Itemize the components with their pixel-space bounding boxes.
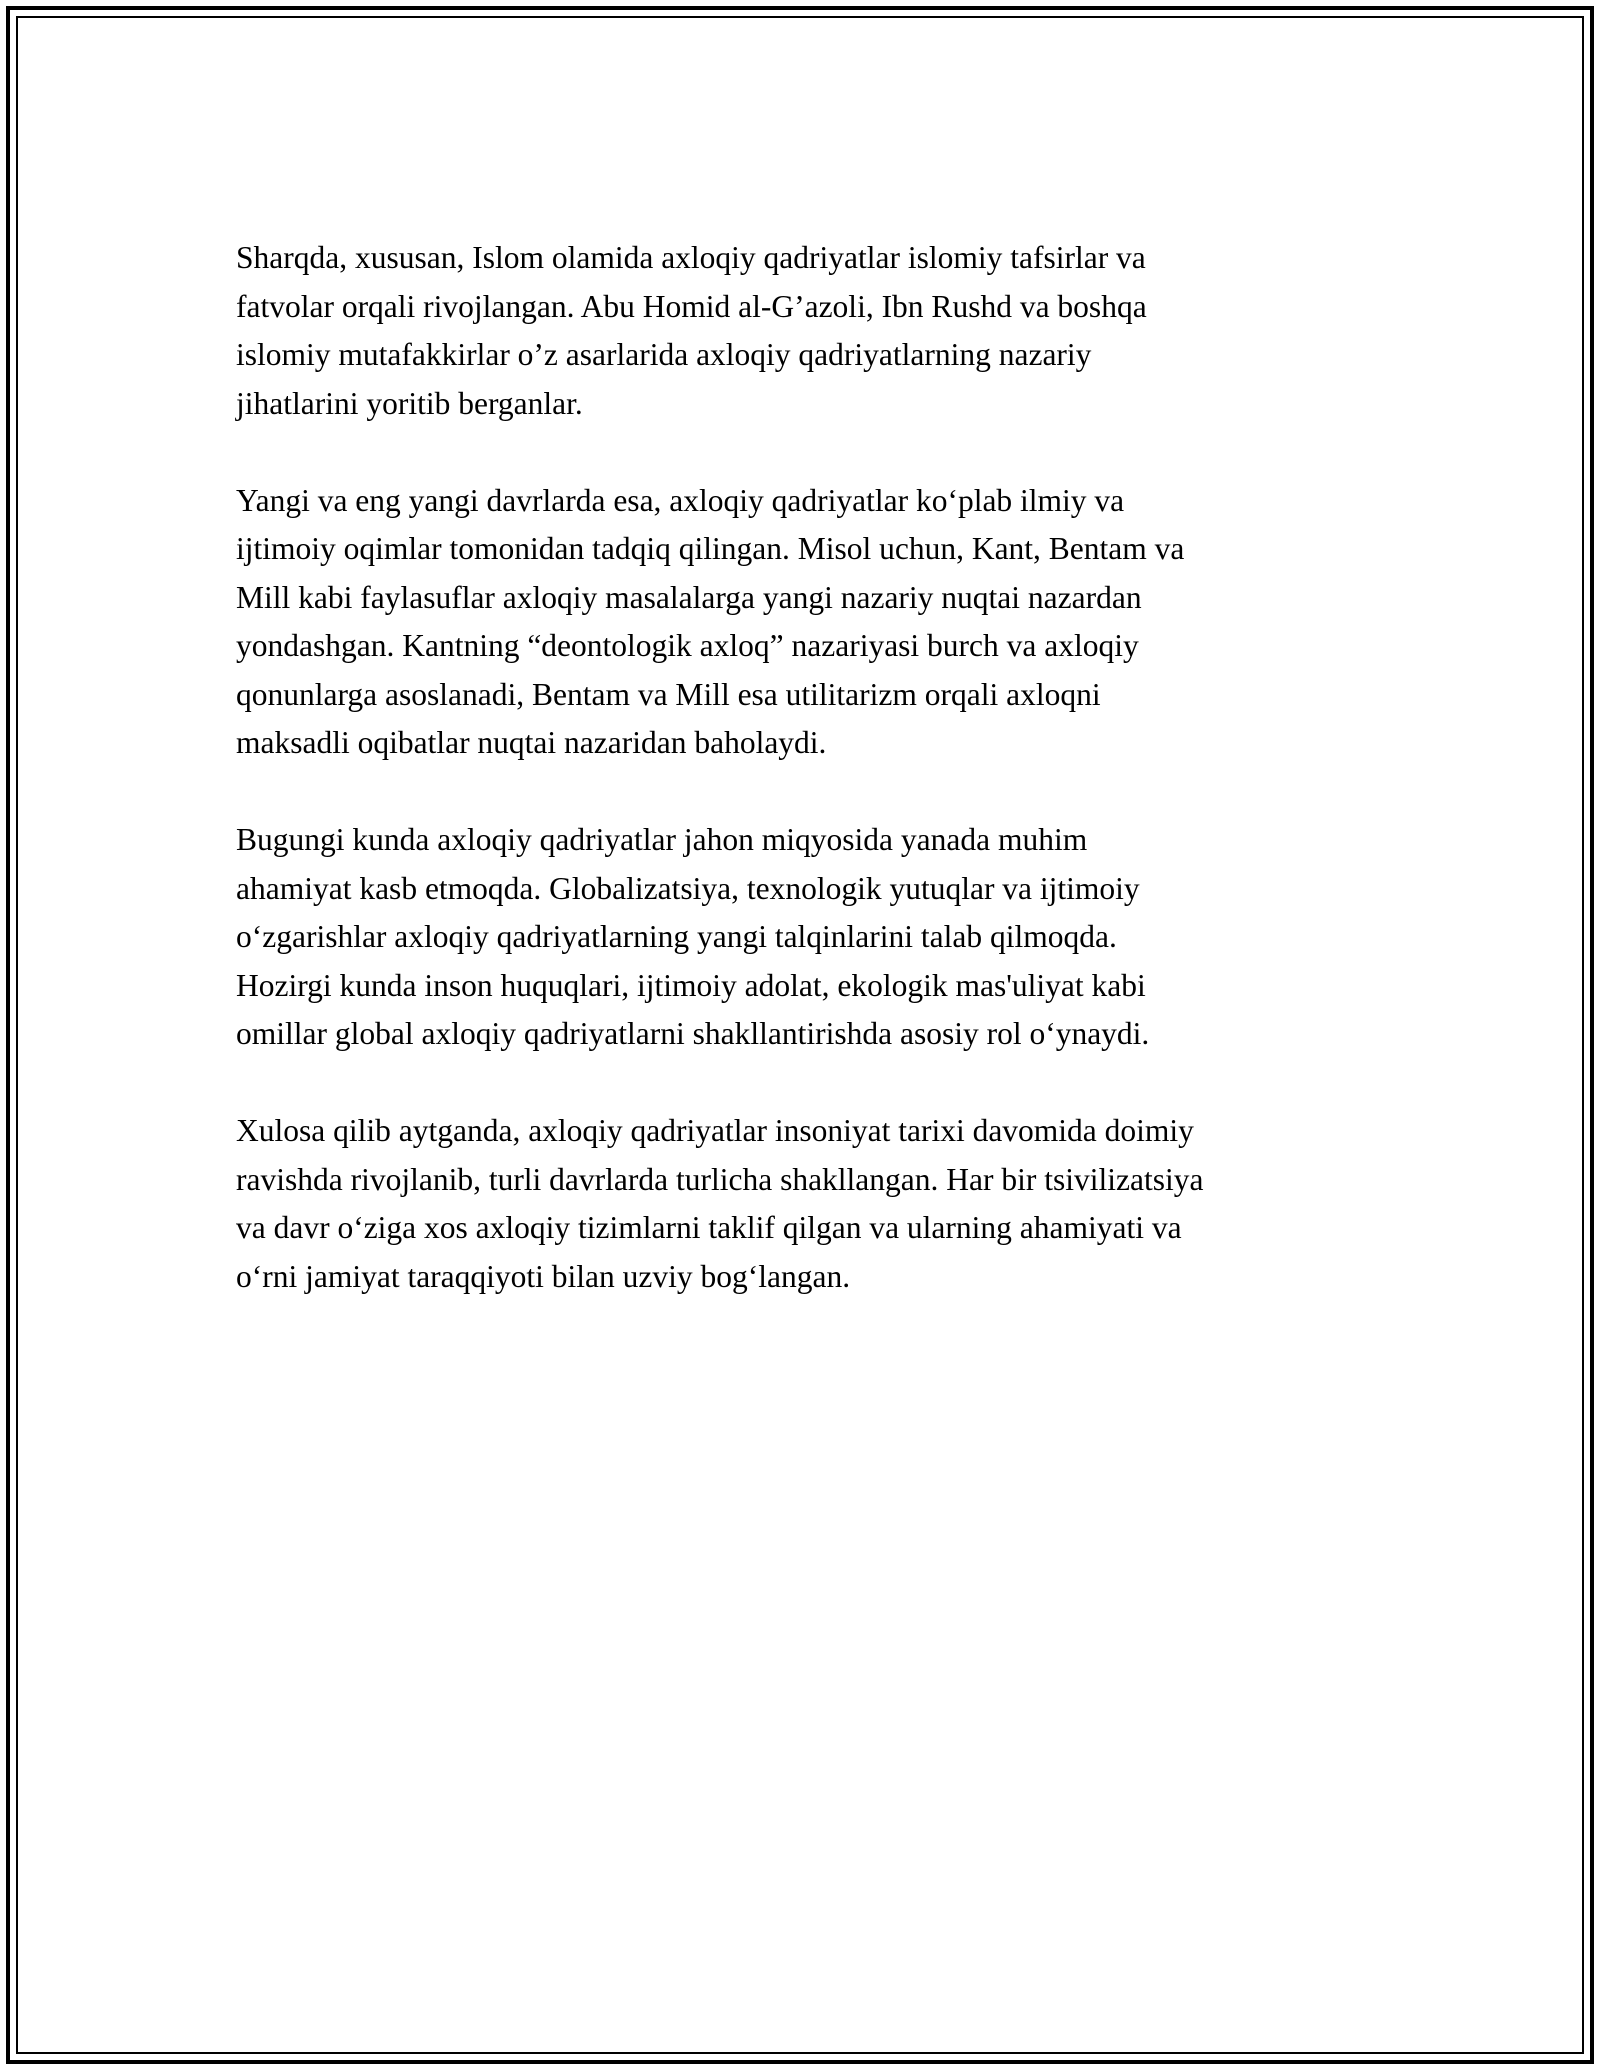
text-line: o‘zgarishlar axloqiy qadriyatlarning yangi talqinlarini talab qilmoqda. (236, 919, 1117, 954)
text-line: ahamiyat kasb etmoqda. Globalizatsiya, texnologik yutuqlar va ijtimoiy (236, 870, 1140, 906)
text-line: qonunlarga asoslanadi, Bentam va Mill esa utilitarizm orqali axloqni (236, 676, 1101, 712)
paragraph-3 (236, 816, 1376, 1059)
paragraph-2 (236, 477, 1376, 768)
text-line: ravishda rivojlanib, turli davrlarda turlicha shakllangan. Har bir tsivilizatsiya (236, 1161, 1204, 1197)
text-line: omillar global axloqiy qadriyatlarni shakllantirishda asosiy rol o‘ynaydi. (236, 1016, 1150, 1051)
paragraph-1 (236, 234, 1376, 428)
text-line: maksadli oqibatlar nuqtai nazaridan baholaydi. (236, 725, 827, 760)
paragraph-4 (236, 1107, 1376, 1301)
text-line: ijtimoiy oqimlar tomonidan tadqiq qilingan. Misol uchun, Kant, Bentam va (236, 531, 1185, 566)
document-body (236, 234, 1376, 1350)
text-line: islomiy mutafakkirlar o’z asarlarida axloqiy qadriyatlarning nazariy (236, 337, 1092, 372)
text-line: va davr o‘ziga xos axloqiy tizimlarni taklif qilgan va ularning ahamiyati va (236, 1210, 1182, 1245)
text-line: Bugungi kunda axloqiy qadriyatlar jahon miqyosida yanada muhim (236, 822, 1088, 857)
text-line: Sharqda, xususan, Islom olamida axloqiy qadriyatlar islomiy tafsirlar va (236, 240, 1146, 275)
text-line: fatvolar orqali rivojlangan. Abu Homid al-G’azoli, Ibn Rushd va boshqa (236, 288, 1147, 324)
text-line: jihatlarini yoritib berganlar. (236, 385, 583, 421)
text-line: yondashgan. Kantning “deontologik axloq” nazariyasi burch va axloqiy (236, 628, 1139, 663)
text-line: Hozirgi kunda inson huquqlari, ijtimoiy adolat, ekologik mas'uliyat kabi (236, 967, 1146, 1003)
text-line: Mill kabi faylasuflar axloqiy masalalarga yangi nazariy nuqtai nazardan (236, 579, 1142, 615)
text-line: o‘rni jamiyat taraqqiyoti bilan uzviy bog‘langan. (236, 1258, 851, 1294)
text-line: Xulosa qilib aytganda, axloqiy qadriyatlar insoniyat tarixi davomida doimiy (236, 1113, 1194, 1148)
text-line: Yangi va eng yangi davrlarda esa, axloqiy qadriyatlar ko‘plab ilmiy va (236, 482, 1125, 518)
